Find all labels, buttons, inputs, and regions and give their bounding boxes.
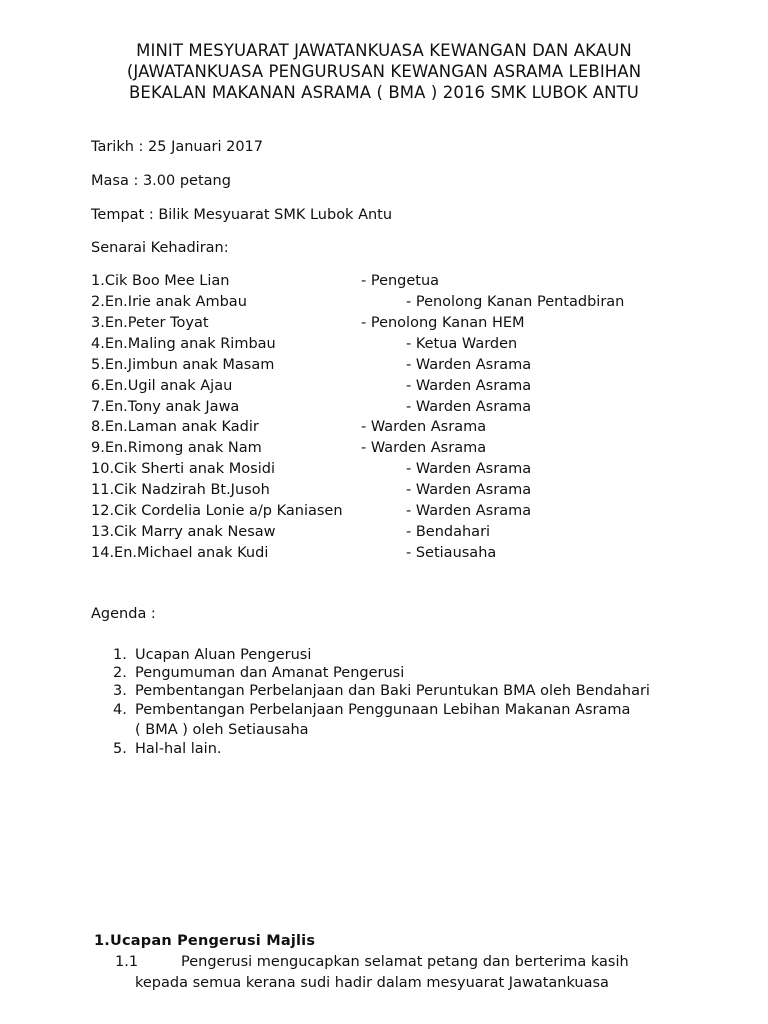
attendee-name: 14.En.Michael anak Kudi (91, 545, 269, 561)
attendee-role: - Setiausaha (406, 545, 497, 561)
attendee-role: - Warden Asrama (361, 440, 487, 456)
attendee-name: 2.En.Irie anak Ambau (91, 294, 247, 310)
title-line-2: (JAWATANKUASA PENGURUSAN KEWANGAN ASRAMA LEBIHAN (126, 62, 642, 81)
attendee-name: 3.En.Peter Toyat (91, 315, 209, 331)
attendee-name: 7.En.Tony anak Jawa (91, 399, 240, 415)
attendee-role: - Warden Asrama (406, 482, 532, 498)
attendee-role: - Warden Asrama (406, 503, 532, 519)
agenda-item (113, 664, 404, 683)
agenda-number: 5. (113, 741, 127, 757)
document-title (0, 40, 768, 103)
agenda-item (113, 701, 630, 720)
agenda-item (113, 682, 650, 701)
agenda-text: Pembentangan Perbelanjaan Penggunaan Lebihan Makanan Asrama (135, 702, 631, 718)
attendee-name: 8.En.Laman anak Kadir (91, 419, 259, 435)
agenda-number: 2. (113, 665, 127, 681)
attendee-name: 10.Cik Sherti anak Mosidi (91, 461, 275, 477)
attendee-name: 9.En.Rimong anak Nam (91, 440, 262, 456)
attendee-role: - Penolong Kanan Pentadbiran (406, 294, 625, 310)
meeting-time: Masa : 3.00 petang (91, 173, 231, 189)
agenda-item (113, 740, 222, 759)
title-line-3: BEKALAN MAKANAN ASRAMA ( BMA ) 2016 SMK LUBOK ANTU (129, 83, 639, 102)
attendee-name: 6.En.Ugil anak Ajau (91, 378, 233, 394)
agenda-number: 3. (113, 683, 127, 699)
attendee-role: - Pengetua (361, 273, 440, 289)
paragraph-text: Pengerusi mengucapkan selamat petang dan berterima kasih (181, 954, 629, 970)
attendance-row (91, 292, 741, 312)
attendee-role: - Warden Asrama (406, 399, 532, 415)
section-heading: 1.Ucapan Pengerusi Majlis (94, 933, 316, 949)
attendee-name: 11.Cik Nadzirah Bt.Jusoh (91, 482, 270, 498)
agenda-number: 1. (113, 647, 127, 663)
paragraph-number: 1.1 (115, 954, 139, 970)
attendee-role: - Penolong Kanan HEM (361, 315, 525, 331)
attendee-role: - Warden Asrama (406, 357, 532, 373)
agenda-number: 4. (113, 702, 127, 718)
attendee-role: - Warden Asrama (406, 461, 532, 477)
attendance-row (91, 355, 741, 375)
attendance-row (91, 522, 741, 542)
attendance-heading: Senarai Kehadiran: (91, 240, 229, 256)
attendance-row (91, 271, 741, 291)
attendee-name: 5.En.Jimbun anak Masam (91, 357, 275, 373)
agenda-item-continuation: ( BMA ) oleh Setiausaha (135, 722, 309, 738)
agenda-text: Hal-hal lain. (135, 741, 222, 757)
attendance-row (91, 543, 741, 563)
attendance-row (91, 480, 741, 500)
attendee-name: 12.Cik Cordelia Lonie a/p Kaniasen (91, 503, 343, 519)
attendance-row (91, 334, 741, 354)
attendee-role: - Bendahari (406, 524, 491, 540)
agenda-text: Pengumuman dan Amanat Pengerusi (135, 665, 405, 681)
attendance-row (91, 313, 741, 333)
attendee-role: - Warden Asrama (406, 378, 532, 394)
agenda-text: Ucapan Aluan Pengerusi (135, 647, 312, 663)
attendance-row (91, 459, 741, 479)
agenda-item (113, 646, 311, 665)
agenda-heading: Agenda : (91, 606, 156, 622)
attendance-row (91, 501, 741, 521)
section-paragraph (115, 953, 629, 972)
attendee-name: 4.En.Maling anak Rimbau (91, 336, 276, 352)
attendance-row (91, 376, 741, 396)
attendee-role: - Ketua Warden (406, 336, 518, 352)
attendance-row (91, 397, 741, 417)
attendee-name: 13.Cik Marry anak Nesaw (91, 524, 276, 540)
attendee-role: - Warden Asrama (361, 419, 487, 435)
attendance-row (91, 417, 741, 437)
agenda-text: Pembentangan Perbelanjaan dan Baki Peruntukan BMA oleh Bendahari (135, 683, 650, 699)
attendee-name: 1.Cik Boo Mee Lian (91, 273, 230, 289)
title-line-1: MINIT MESYUARAT JAWATANKUASA KEWANGAN DAN AKAUN (136, 41, 632, 60)
attendance-row (91, 438, 741, 458)
meeting-date: Tarikh : 25 Januari 2017 (91, 139, 264, 155)
meeting-place: Tempat : Bilik Mesyuarat SMK Lubok Antu (91, 207, 393, 223)
paragraph-continuation: kepada semua kerana sudi hadir dalam mesyuarat Jawatankuasa (135, 975, 609, 991)
